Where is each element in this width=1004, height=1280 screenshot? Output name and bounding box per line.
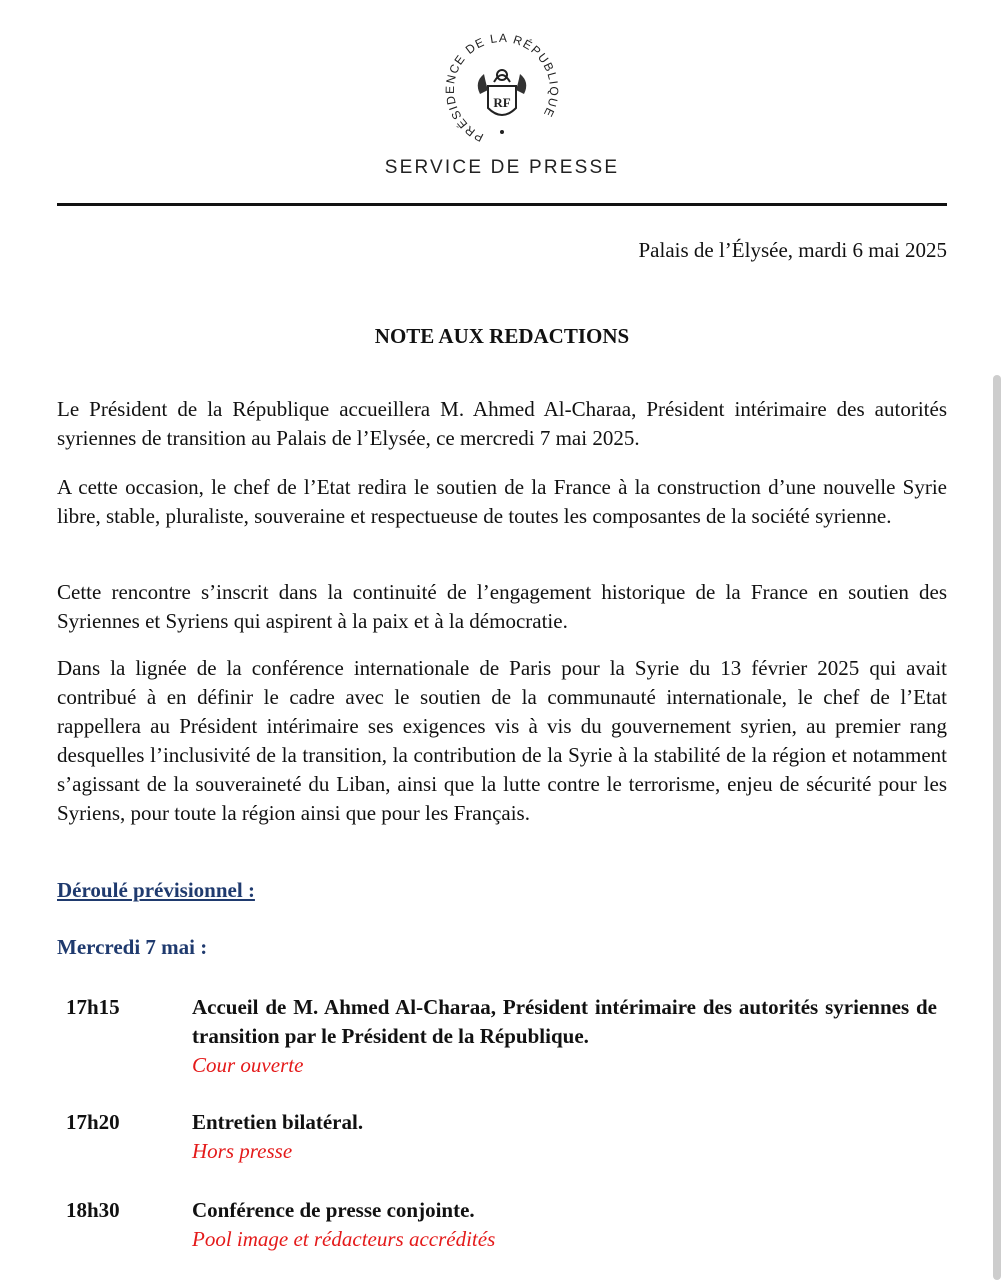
event-press-note: Hors presse [192,1139,293,1163]
header-divider [57,203,947,206]
event-time: 17h15 [66,995,120,1019]
event-title: Accueil de M. Ahmed Al-Charaa, Président intérimaire des autorités syriennes de transition par le Président de la République. [192,995,937,1048]
paragraph: Dans la lignée de la conférence internationale de Paris pour la Syrie du 13 février 2025 qui avait contribué à en définir le cadre avec le soutien de la communauté internationale, le chef de l’Etat rappellera au Président intérimaire ses exigences vis à vis du gouvernement syrien, au premier rang desquelles l’inclusivité de la transition, la contribution de la Syrie à la stabilité de la région et notamment s’agissant de la souveraineté du Liban, ainsi que la lutte contre le terrorisme, enjeu de sécurité pour les Syriens, pour toute la région ainsi que pour les Français. [57,656,947,825]
dateline: Palais de l’Élysée, mardi 6 mai 2025 [638,238,947,262]
svg-text:RF: RF [493,95,511,110]
event [192,993,937,1080]
event [192,1108,937,1166]
event-title: Conférence de presse conjointe. [192,1198,475,1222]
service-de-presse-label: SERVICE DE PRESSE [384,157,620,178]
elysee-seal-logo [440,28,564,152]
paragraph: Le Président de la République accueillera M. Ahmed Al-Charaa, Président intérimaire des autorités syriennes de transition au Palais de l’Elysée, ce mercredi 7 mai 2025. [57,397,947,450]
event [192,1196,937,1254]
event-time: 18h30 [66,1198,120,1222]
event-time: 17h20 [66,1110,120,1134]
event-press-note: Pool image et rédacteurs accrédités [192,1227,496,1251]
svg-text:PRÉSIDENCE DE LA RÉPUBLIQUE: PRÉSIDENCE DE LA RÉPUBLIQUE [442,30,562,145]
document-title: NOTE AUX REDACTIONS [374,324,630,348]
event-title: Entretien bilatéral. [192,1110,364,1134]
event-press-note: Cour ouverte [192,1053,304,1077]
vertical-scrollbar[interactable] [993,375,1001,1280]
paragraph: Cette rencontre s’inscrit dans la continuité de l’engagement historique de la France en soutien des Syriennes et Syriens qui aspirent à la paix et à la démocratie. [57,580,947,633]
schedule-heading: Déroulé prévisionnel : [57,878,255,902]
paragraph: A cette occasion, le chef de l’Etat redira le soutien de la France à la construction d’une nouvelle Syrie libre, stable, pluraliste, souveraine et respectueuse de toutes les composantes de la société syrienne. [57,475,947,528]
schedule-day: Mercredi 7 mai : [57,935,208,959]
